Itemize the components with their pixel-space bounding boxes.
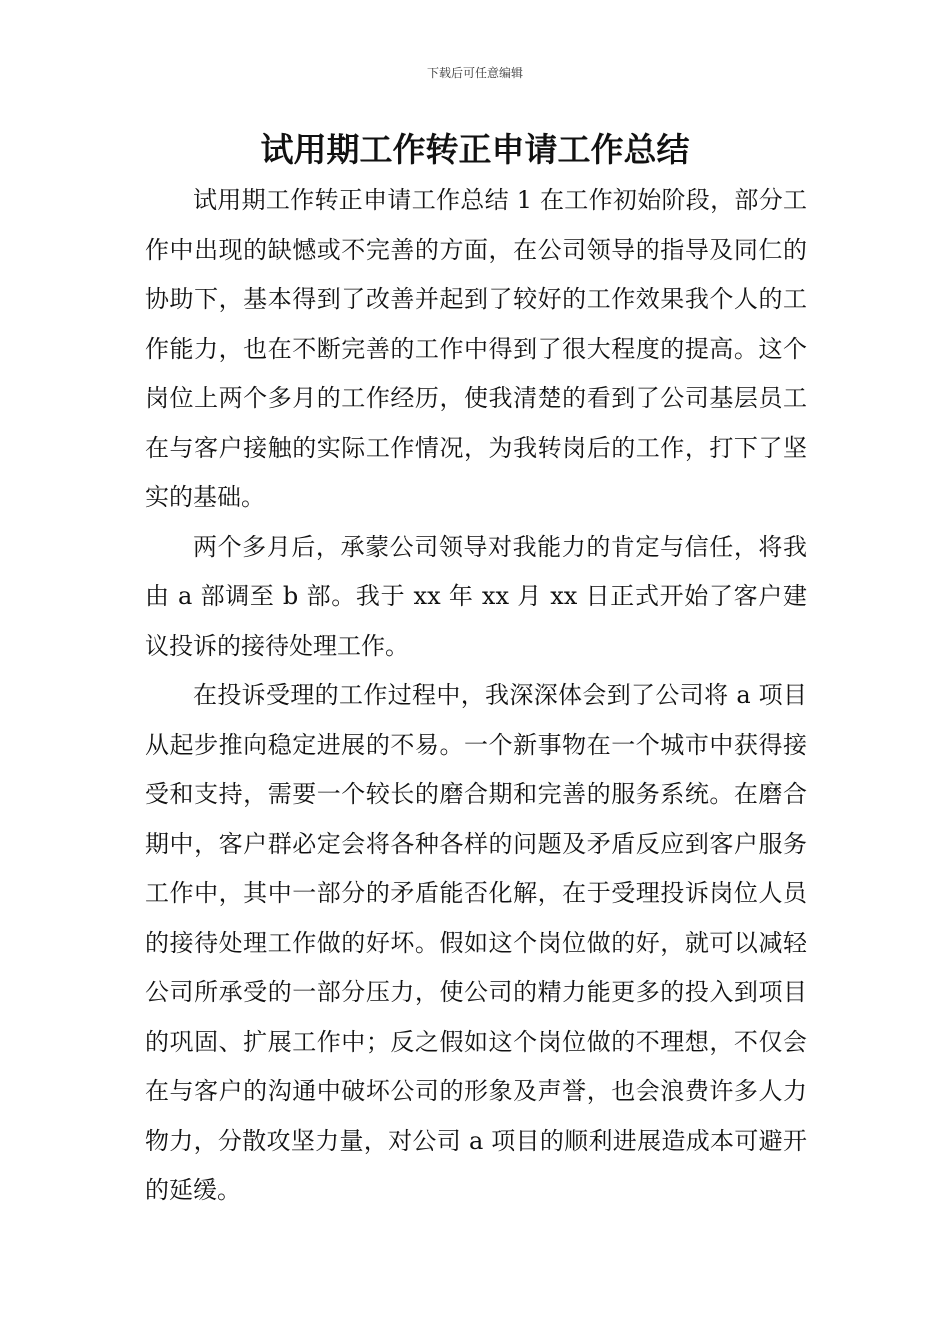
- paragraph-1: 试用期工作转正申请工作总结 1 在工作初始阶段，部分工作中出现的缺憾或不完善的方面，在公司领导的指导及同仁的协助下，基本得到了改善并起到了较好的工作效果我个人的工作能力，也在不断完善的工作中得到了很大程度的提高。这个岗位上两个多月的工作经历，使我清楚的看到了公司基层员工在与客户接触的实际工作情况，为我转岗后的工作，打下了坚实的基础。: [145, 186, 807, 511]
- paragraph-2: 两个多月后，承蒙公司领导对我能力的肯定与信任，将我由 a 部调至 b 部。我于 xx 年 xx 月 xx 日正式开始了客户建议投诉的接待处理工作。: [145, 532, 807, 660]
- header-note: 下载后可任意编辑: [426, 66, 523, 80]
- paragraph-3: 在投诉受理的工作过程中，我深深体会到了公司将 a 项目从起步推向稳定进展的不易。一个新事物在一个城市中获得接受和支持，需要一个较长的磨合期和完善的服务系统。在磨合期中，客户群必定会将各种各样的问题及矛盾反应到客户服务工作中，其中一部分的矛盾能否化解，在于受理投诉岗位人员的接待处理工作做的好坏。假如这个岗位做的好，就可以减轻公司所承受的一部分压力，使公司的精力能更多的投入到项目的巩固、扩展工作中；反之假如这个岗位做的不理想，不仅会在与客户的沟通中破坏公司的形象及声誉，也会浪费许多人力物力，分散攻坚力量，对公司 a 项目的顺利进展造成本可避开的延缓。: [145, 681, 807, 1204]
- document-body: [145, 176, 807, 1216]
- document-title: 试用期工作转正申请工作总结: [260, 130, 690, 169]
